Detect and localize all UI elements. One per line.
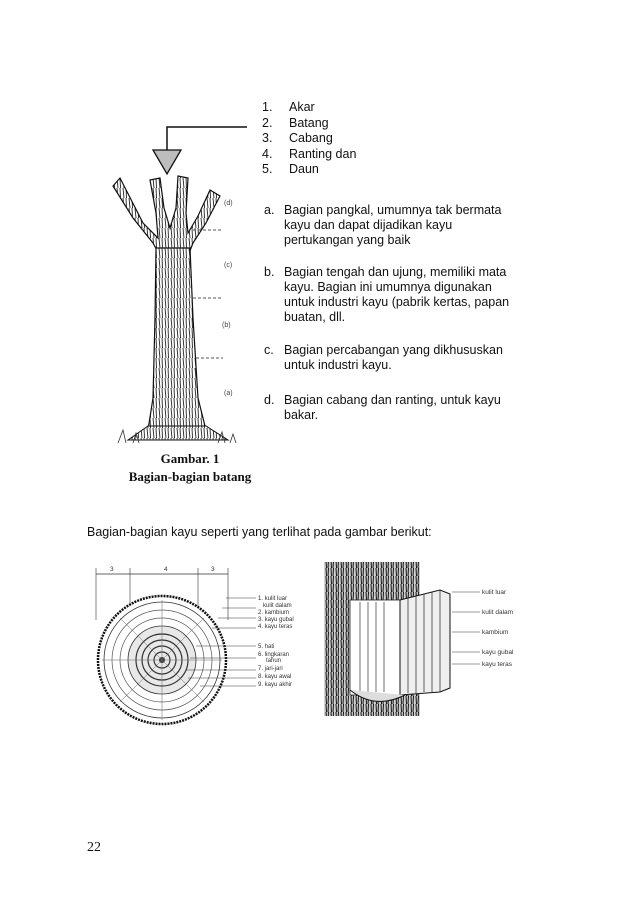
bark-label: kulit luar xyxy=(482,589,507,596)
dim-label: 3 xyxy=(110,566,114,573)
figure-caption xyxy=(100,450,280,486)
cross-section-diagram xyxy=(88,560,318,728)
figure-caption-subtitle: Bagian-bagian batang xyxy=(128,469,252,484)
bark-cutaway-diagram xyxy=(320,560,530,720)
cs-label: 6. lingkaran xyxy=(258,652,290,658)
description-d: d. Bagian cabang dan ranting, untuk kayu bakar. xyxy=(264,393,501,422)
cs-label: 8. kayu awal xyxy=(258,674,292,680)
cs-label: 3. kayu gubal xyxy=(258,617,294,623)
dim-label: 4 xyxy=(164,566,168,573)
page-number: 22 xyxy=(87,840,101,855)
bark-label: kayu teras xyxy=(482,661,512,668)
parts-list-item: 1. Akar xyxy=(262,100,315,114)
parts-list-item: 3. Cabang xyxy=(262,131,333,145)
cs-label: 2. kambium xyxy=(258,610,290,616)
tree-label-d: (d) xyxy=(224,200,233,207)
figure-caption-title: Gambar. 1 xyxy=(160,451,220,466)
description-a: a. Bagian pangkal, umumnya tak bermata kayu dan dapat dijadikan kayu pertukangan yang baik xyxy=(264,203,502,247)
tree-label-c: (c) xyxy=(224,262,233,269)
dim-label: 3 xyxy=(211,566,215,573)
cs-label: 5. hati xyxy=(258,644,275,650)
cs-label: tahun xyxy=(266,658,282,664)
parts-list-item: 2. Batang xyxy=(262,115,329,130)
bark-label: kambium xyxy=(482,629,509,636)
cs-label: 4. kayu teras xyxy=(258,624,293,630)
cs-label: kulit dalam xyxy=(263,603,292,609)
tree-label-b: (b) xyxy=(222,322,231,329)
description-b: b. Bagian tengah dan ujung, memiliki mata kayu. Bagian ini umumnya digunakan untuk industri kayu (pabrik kertas, papan buatan, dll. xyxy=(264,265,510,324)
parts-list-item: 5. Daun xyxy=(262,162,319,176)
cs-label: 7. jari-jari xyxy=(258,666,283,672)
cs-label: 1. kulit luar xyxy=(258,596,288,602)
tree-illustration xyxy=(98,168,263,446)
cs-label: 9. kayu akhir xyxy=(258,682,293,688)
intro-text: Bagian-bagian kayu seperti yang terlihat pada gambar berikut: xyxy=(87,525,432,539)
parts-list xyxy=(262,100,356,178)
parts-list-item: 4. Ranting dan xyxy=(262,146,357,161)
bark-label: kulit dalam xyxy=(482,609,514,616)
description-c: c. Bagian percabangan yang dikhususkan untuk industri kayu. xyxy=(264,343,503,372)
bark-label: kayu gubal xyxy=(482,649,514,656)
tree-label-a: (a) xyxy=(224,390,233,397)
